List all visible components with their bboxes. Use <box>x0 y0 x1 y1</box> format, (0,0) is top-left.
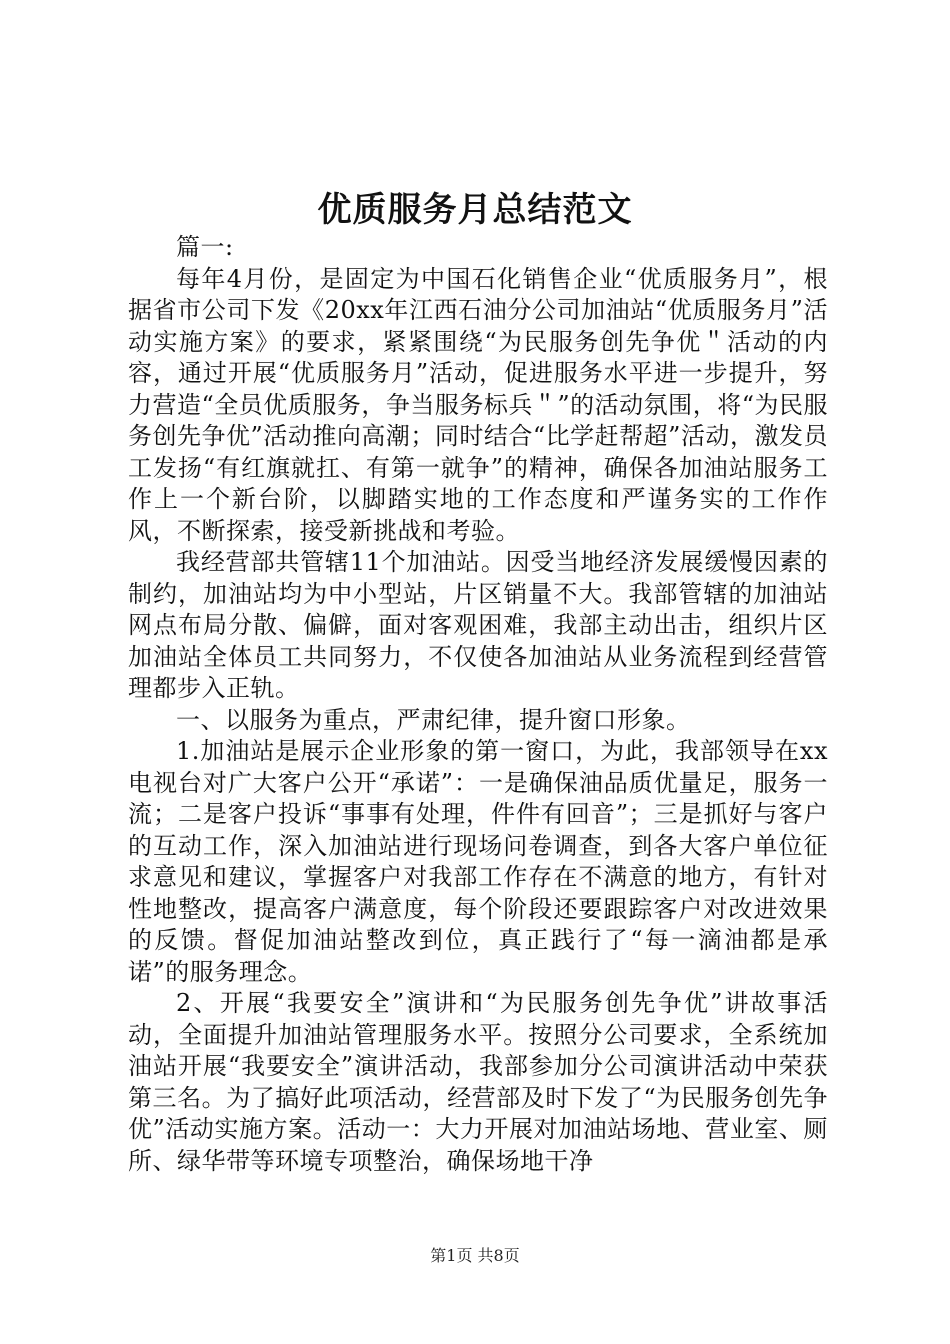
page-number-footer: 第1页 共8页 <box>430 1246 520 1265</box>
paragraph: 1.加油站是展示企业形象的第一窗口，为此，我部领导在xx电视台对广大客户公开“承诺”：一是确保油品质优量足，服务一流；二是客户投诉“事事有处理，件件有回音”；三是抓好与客户的互动工作，深入加油站进行现场问卷调查，到各大客户单位征求意见和建议，掌握客户对我部工作存在不满意的地方，有针对性地整改，提高客户满意度，每个阶段还要跟踪客户对改进效果的反馈。督促加油站整改到位，真正践行了“每一滴油都是承诺”的服务理念。 <box>128 737 828 986</box>
paragraph: 我经营部共管辖11个加油站。因受当地经济发展缓慢因素的制约，加油站均为中小型站，片区销量不大。我部管辖的加油站网点布局分散、偏僻，面对客观困难，我部主动出击，组织片区加油站全体员工共同努力，不仅使各加油站从业务流程到经营管理都步入正轨。 <box>128 548 828 702</box>
paragraph-section-label: 篇一: <box>176 233 234 261</box>
paragraph: 每年4月份，是固定为中国石化销售企业“优质服务月”，根据省市公司下发《20xx年江西石油分公司加油站“优质服务月”活动实施方案》的要求，紧紧围绕“为民服务创先争优＂活动的内容，通过开展“优质服务月”活动，促进服务水平进一步提升，努力营造“全员优质服务，争当服务标兵＂”的活动氛围，将“为民服务创先争优”活动推向高潮；同时结合“比学赶帮超”活动，激发员工发扬“有红旗就扛、有第一就争”的精神，确保各加油站服务工作上一个新台阶，以脚踏实地的工作态度和严谨务实的工作作风，不断探索，接受新挑战和考验。 <box>128 264 828 545</box>
paragraph-heading: 一、以服务为重点，严肃纪律，提升窗口形象。 <box>176 705 691 734</box>
document-body <box>128 232 828 1177</box>
document-title: 优质服务月总结范文 <box>317 190 633 230</box>
paragraph: 2、开展“我要安全”演讲和“为民服务创先争优”讲故事活动，全面提升加油站管理服务水平。按照分公司要求，全系统加油站开展“我要安全”演讲活动，我部参加分公司演讲活动中荣获第三名。为了搞好此项活动，经营部及时下发了“为民服务创先争优”活动实施方案。活动一：大力开展对加油站场地、营业室、厕所、绿华带等环境专项整治，确保场地干净 <box>128 989 828 1175</box>
